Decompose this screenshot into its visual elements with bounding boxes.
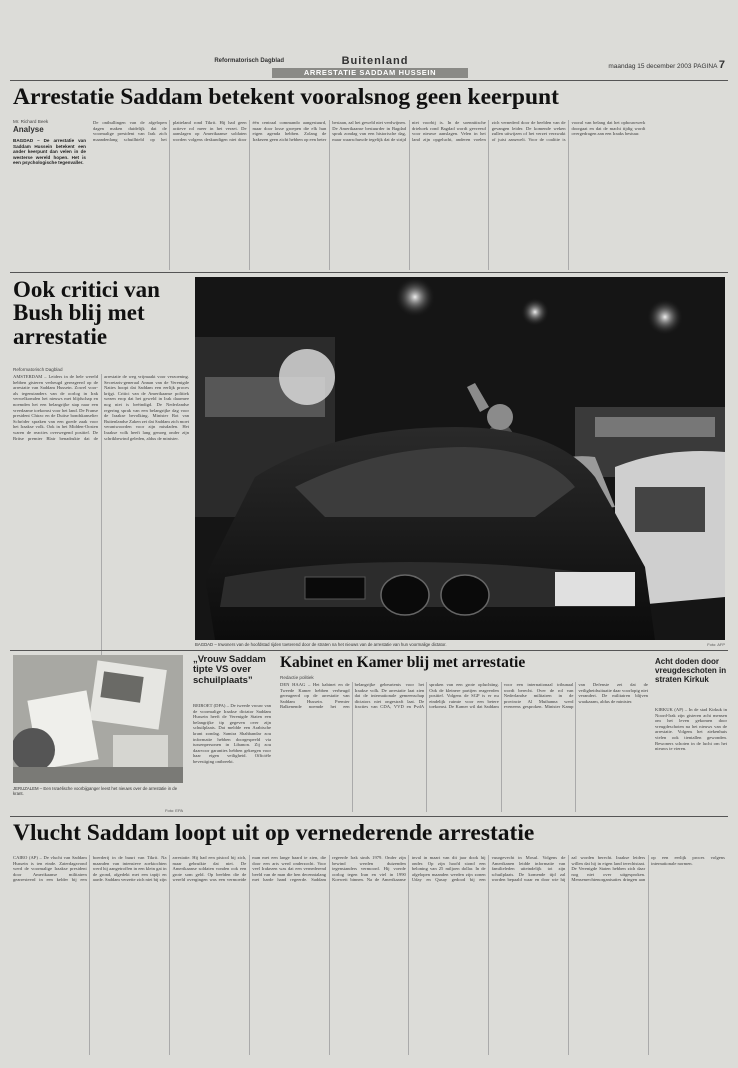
kabinet-headline: Kabinet en Kamer blij met arrestatie (280, 654, 526, 671)
lead-intro: BAGDAD – De arrestatie van Saddam Hussein betekent een ander keerpunt dan velen in de westerse wereld hopen. Het is een psychologische tegenvaller. (13, 138, 86, 166)
masthead-rule (10, 80, 728, 81)
main-photo-image (195, 277, 725, 640)
kirkuk-headline: Acht doden door vreugdeschoten in straten Kirkuk (655, 657, 727, 684)
critici-body: AMSTERDAM – Leiders in de hele wereld hebben gisteren verheugd gereageerd op de arrestatie van Saddam Hussein. Zowel voor- als tegenstanders van de oorlog in Irak verwelkomden het nieuws met blijdschap en noemden het een belangrijke stap naar een vreedzame toekomst voor het land. De Franse president Chirac en de Duitse bondskanselier Schröder spraken van een goede zaak voor het Iraakse volk. Ook in het Midden-Oosten waren de reacties overwegend positief. De Britse premier Blair benadrukte dat de arrestatie de weg vrijmaakt voor verzoening. Secretaris-generaal Annan van de Verenigde Naties hoopt dat Saddam een eerlijk proces krijgt. Critici van de Amerikaanse politiek wezen erop dat het geweld in Irak daarmee nog niet is beëindigd. De Nederlandse regering sprak van een belangrijke dag voor de Iraakse bevolking. Minister Bot van Buitenlandse Zaken zei dat Saddam zich moet verantwoorden voor zijn misdaden. Het Iraakse volk heeft lang genoeg onder zijn schrikbewind geleden, aldus de minister. (13, 374, 189, 441)
vrouw-body: BEIROET (DPA) – De tweede vrouw van de voormalige Iraakse dictator Saddam Hussein heeft de Verenigde Staten een belangrijke tip gegeven over zijn schuilplaats. Dat meldde een Arabische krant zondag. Samira Shahbandar zou informatie hebben doorgespeeld via tussenpersonen in Libanon. Zij zou daarvoor garanties hebben gekregen voor haar eigen veiligheid. Officiële bevestiging ontbreekt. (193, 703, 271, 764)
vlucht-headline: Vlucht Saddam loopt uit op vernederende arrestatie (13, 820, 535, 846)
page-date: maandag 15 december 2003 (608, 63, 692, 70)
lead-author: Mr. Richard Beek (13, 119, 49, 124)
section-band: ARRESTATIE SADDAM HUSSEIN (272, 68, 468, 78)
vrouw-headline: „Vrouw Saddam tipte VS over schuilplaats” (193, 654, 266, 686)
photo-bottom-rule (10, 650, 728, 651)
page-number: 7 (718, 59, 725, 71)
lead-kicker: Analyse (13, 125, 44, 134)
kabinet-body: DEN HAAG – Het kabinet en de Tweede Kamer hebben verheugd gereageerd op de arrestatie van Saddam Hussein. Premier Balkenende noemde het een belangrijke gebeurtenis voor het Iraakse volk. De arrestatie laat zien dat de internationale gemeenschap dictators niet ongestraft laat. De fracties van CDA, VVD en PvdA spraken van een grote opluchting. Ook de kleinere partijen reageerden positief. Volgens de SGP is er nu eindelijk ruimte voor een betere toekomst. De Kamer wil dat Saddam voor een internationaal tribunaal wordt berecht. Over de rol van Nederlandse militairen in de provincie Al Muthanna werd eveneens gesproken. Minister Kamp van Defensie zei dat de veiligheidssituatie daar voorlopig niet verandert. De militairen blijven waakzaam, aldus de minister. (280, 682, 648, 710)
critici-headline: Ook critici van Bush blij met arrestatie (13, 277, 160, 349)
small-photo-caption: JERUZALEM – Een Israëlische voorbijganger leest het nieuws over de arrestatie in de krant. (13, 786, 178, 797)
page-info (530, 59, 725, 71)
section-title: Buitenland (341, 55, 409, 67)
small-photo-image (13, 655, 183, 783)
small-photo (13, 655, 183, 783)
page-label: PAGINA (693, 63, 718, 70)
small-photo-credit: Foto: EPA (165, 808, 183, 813)
lead-headline: Arrestatie Saddam betekent vooralsnog geen keerpunt (13, 84, 559, 110)
main-photo-credit: Foto: AFP (707, 642, 725, 647)
newspaper-logo: Reformatorisch Dagblad (214, 58, 284, 64)
critici-byline: Reformatorisch Dagblad (13, 367, 63, 372)
lead-body: De onthullingen van de afgelopen dagen maken duidelijk dat de voormalige president van Irak zich maandenlang schuilhield op het platteland rond Tikrit. Hij had geen actieve rol meer in het verzet. De aanslagen op Amerikaanse soldaten worden volgens deskundigen niet door één centraal commando aangestuurd, maar door losse groepen die elk hun eigen agenda hebben. Zolang de Irakezen geen zicht hebben op een beter bestaan, zal het geweld niet verdwijnen. De Amerikaanse bestuurder in Bagdad sprak zondag van een historische dag, maar waarschuwde tegelijk dat de strijd niet voorbij is. In de soennitische driehoek rond Bagdad wordt gevreesd voor nieuwe aanslagen. Velen in het land zijn opgelucht, anderen voelen zich vernederd door de beelden van de gevangen leider. De komende weken zullen uitwijzen of het verzet verzwakt of juist aanzwelt. Voor de coalitie is vooral van belang dat het opbouwwerk doorgaat en dat de macht tijdig wordt overgedragen aan een Iraaks bestuur. (93, 120, 646, 142)
main-photo-caption: BAGDAD – Inwoners van de hoofdstad rijden toeterend door de straten na het nieuws van de arrestatie van hun voormalige dictator. (195, 642, 447, 647)
lead-bottom-rule (10, 272, 728, 273)
kabinet-byline: Redactie politiek (280, 675, 314, 680)
bottom-section-rule (10, 816, 728, 817)
vlucht-body: CAIRO (AP) – De vlucht van Saddam Hussein is ten einde. Zaterdagavond werd de voormalige Iraakse president door Amerikaanse militairen gearresteerd in een kelder bij een boerderij in de buurt van Tikrit. Na maanden van intensieve zoektochten werd hij aangetroffen in een klein gat in de grond, afgedekt met een tapijt en aarde. Saddam verzette zich niet bij zijn arrestatie. Hij had een pistool bij zich, maar gebruikte dat niet. De Amerikaanse soldaten vonden ook een grote som geld. Op beelden die de wereld overgingen was een vermoeide man met een lange baard te zien, die door een arts werd onderzocht. Voor veel Irakezen was dat een vernederend beeld van de man die hen decennialang met harde hand regeerde. Saddam regeerde Irak sinds 1979. Onder zijn bewind werden duizenden tegenstanders vermoord. Hij voerde oorlog tegen Iran en viel in 1990 Koeweit binnen. Na de Amerikaanse inval in maart van dit jaar dook hij onder. Op zijn hoofd stond een beloning van 25 miljoen dollar. In de afgelopen maanden werden zijn zonen Uday en Qusay gedood bij een vuurgevecht in Mosul. Volgens de Amerikanen leidde informatie van familieleden uiteindelijk tot zijn schuilplaats. De komende tijd zal worden bepaald waar en door wie hij zal worden berecht. Iraakse leiders willen dat hij in eigen land terechtstaat. De Verenigde Staten hebben zich daar nog niet over uitgesproken. Mensenrechtenorganisaties dringen aan op een eerlijk proces volgens internationale normen. (13, 855, 725, 883)
kirkuk-body: KIRKUK (AP) – In de stad Kirkuk in Noord-Irak zijn gisteren acht mensen om het leven gekomen door vreugdeschoten na het nieuws van de arrestatie. Volgens het ziekenhuis vielen ook tientallen gewonden. Bewoners schoten in de lucht om het nieuws te vieren. (655, 707, 727, 752)
main-photo (195, 277, 725, 640)
